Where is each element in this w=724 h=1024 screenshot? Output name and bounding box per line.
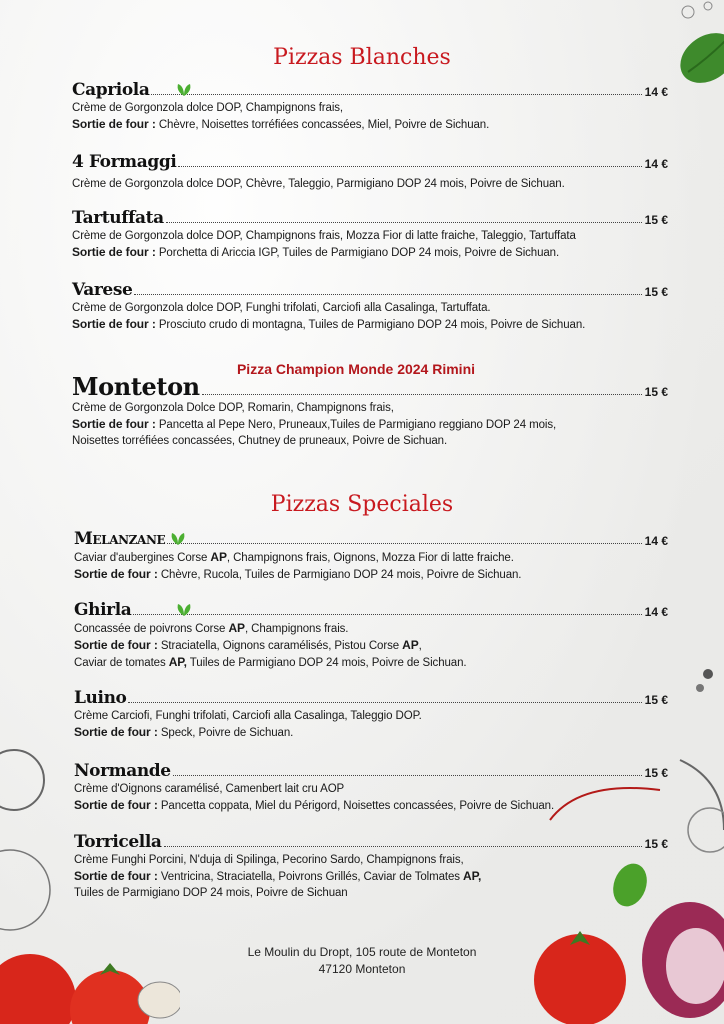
item-description: Crème Funghi Porcini, N'duja di Spilinga, Pecorino Sardo, Champignons frais, <box>74 854 464 866</box>
item-price: 15 € <box>644 285 668 299</box>
item-sortie: Sortie de four : Chèvre, Noisettes torréfiées concassées, Miel, Poivre de Sichuan. <box>72 117 490 131</box>
item-price: 14 € <box>644 605 668 619</box>
sortie-label: Sortie de four : <box>74 567 158 581</box>
item-name: Normande <box>74 761 171 781</box>
item-sortie-cont: Noisettes torréfiées concassées, Chutney de pruneaux, Poivre de Sichuan. <box>72 435 448 447</box>
menu-item-tartuffata <box>72 206 668 261</box>
menu-item-capriola <box>72 78 668 133</box>
sortie-label: Sortie de four : <box>74 725 158 739</box>
item-sortie: Sortie de four : Porchetta di Ariccia IGP, Tuiles de Parmigiano DOP 24 mois, Poivre de Sichuan. <box>72 245 560 259</box>
sortie-label: Sortie de four : <box>72 317 156 331</box>
item-sortie: Sortie de four : Prosciuto crudo di montagna, Tuiles de Parmigiano DOP 24 mois, Poivre de Sichuan. <box>72 317 586 331</box>
sortie-label: Sortie de four : <box>74 869 158 883</box>
item-description: Crème de Gorgonzola dolce DOP, Champignons frais, <box>72 102 344 114</box>
leaf-icon <box>175 83 193 97</box>
menu-item-4-formaggi <box>72 150 668 192</box>
dot-leader <box>151 94 641 95</box>
dot-leader <box>178 166 641 167</box>
item-name: Ghirla <box>74 600 132 620</box>
item-sortie: Sortie de four : Pancetta al Pepe Nero, Pruneaux,Tuiles de Parmigiano reggiano DOP 24 mois, <box>72 417 557 431</box>
dot-leader <box>202 394 642 395</box>
item-sortie: Sortie de four : Ventricina, Straciatella, Poivrons Grillés, Caviar de Tolmates AP, <box>74 869 482 883</box>
item-sortie-cont: Tuiles de Parmigiano DOP 24 mois, Poivre de Sichuan <box>74 887 348 899</box>
item-name: Torricella <box>74 832 162 852</box>
item-name: Varese <box>72 280 133 300</box>
sortie-label: Sortie de four : <box>72 417 156 431</box>
sortie-label: Sortie de four : <box>72 117 156 131</box>
item-description: Crème de Gorgonzola dolce DOP, Funghi trifolati, Carciofi alla Casalinga, Tartuffata. <box>72 302 491 314</box>
menu-item-normande <box>74 759 668 814</box>
item-name: 4 Formaggi <box>72 152 177 172</box>
item-description: Crème de Gorgonzola dolce DOP, Chèvre, Taleggio, Parmigiano DOP 24 mois, Poivre de Sichuan. <box>72 178 565 190</box>
menu-item-monteton <box>72 374 668 449</box>
champion-heading: Pizza Champion Monde 2024 Rimini <box>236 361 476 377</box>
dot-leader <box>128 702 641 703</box>
dot-leader <box>164 846 642 847</box>
dot-leader <box>167 543 641 544</box>
menu-item-melanzane <box>74 527 668 583</box>
item-sortie: Sortie de four : Pancetta coppata, Miel du Périgord, Noisettes concassées, Poivre de Sichuan. <box>74 798 555 812</box>
menu-item-luino <box>74 686 668 741</box>
dot-leader <box>173 775 642 776</box>
item-name: Capriola <box>72 80 150 100</box>
dot-leader <box>134 294 641 295</box>
item-sortie: Sortie de four : Straciatella, Oignons caramélisés, Pistou Corse AP, <box>74 638 422 652</box>
item-name: Tartuffata <box>72 208 164 228</box>
menu-item-varese <box>72 278 668 333</box>
address-line-1: Le Moulin du Dropt, 105 route de Monteton <box>247 945 477 959</box>
section-title-speciales: Pizzas Speciales <box>270 492 454 517</box>
item-price: 15 € <box>644 213 668 227</box>
dot-leader <box>166 222 642 223</box>
section-title-blanches: Pizzas Blanches <box>273 45 451 70</box>
sortie-label: Sortie de four : <box>74 798 158 812</box>
item-price: 15 € <box>644 766 668 780</box>
item-price: 15 € <box>644 693 668 707</box>
restaurant-address <box>0 944 724 978</box>
sortie-label: Sortie de four : <box>74 638 158 652</box>
item-name: Monteton <box>72 372 200 401</box>
item-price: 14 € <box>644 534 668 548</box>
item-sortie: Sortie de four : Speck, Poivre de Sichuan. <box>74 725 294 739</box>
menu-item-torricella <box>74 830 668 901</box>
item-price: 15 € <box>644 837 668 851</box>
item-sortie-cont: Caviar de tomates AP, Tuiles de Parmigiano DOP 24 mois, Poivre de Sichuan. <box>74 655 467 669</box>
dot-leader <box>133 614 641 615</box>
leaf-icon <box>169 532 187 546</box>
leaf-icon <box>175 603 193 617</box>
item-sortie: Sortie de four : Chèvre, Rucola, Tuiles de Parmigiano DOP 24 mois, Poivre de Sichuan. <box>74 567 522 581</box>
item-description: Crème Carciofi, Funghi trifolati, Carciofi alla Casalinga, Taleggio DOP. <box>74 710 422 722</box>
item-price: 15 € <box>644 385 668 399</box>
item-description: Concassée de poivrons Corse AP, Champignons frais. <box>74 621 349 635</box>
item-price: 14 € <box>644 85 668 99</box>
menu-item-ghirla <box>74 598 668 671</box>
item-description: Crème de Gorgonzola Dolce DOP, Romarin, Champignons frais, <box>72 402 394 414</box>
item-description: Caviar d'aubergines Corse AP, Champignons frais, Oignons, Mozza Fior di latte fraiche. <box>74 550 514 564</box>
item-description: Crème d'Oignons caramélisé, Camenbert lait cru AOP <box>74 783 345 795</box>
item-name: Melanzane <box>74 529 166 549</box>
address-line-2: 47120 Monteton <box>318 962 406 976</box>
item-name: Luino <box>74 688 127 708</box>
item-description: Crème de Gorgonzola dolce DOP, Champignons frais, Mozza Fior di latte fraiche, Taleggio, Tartuffata <box>72 230 576 242</box>
sortie-label: Sortie de four : <box>72 245 156 259</box>
item-price: 14 € <box>644 157 668 171</box>
